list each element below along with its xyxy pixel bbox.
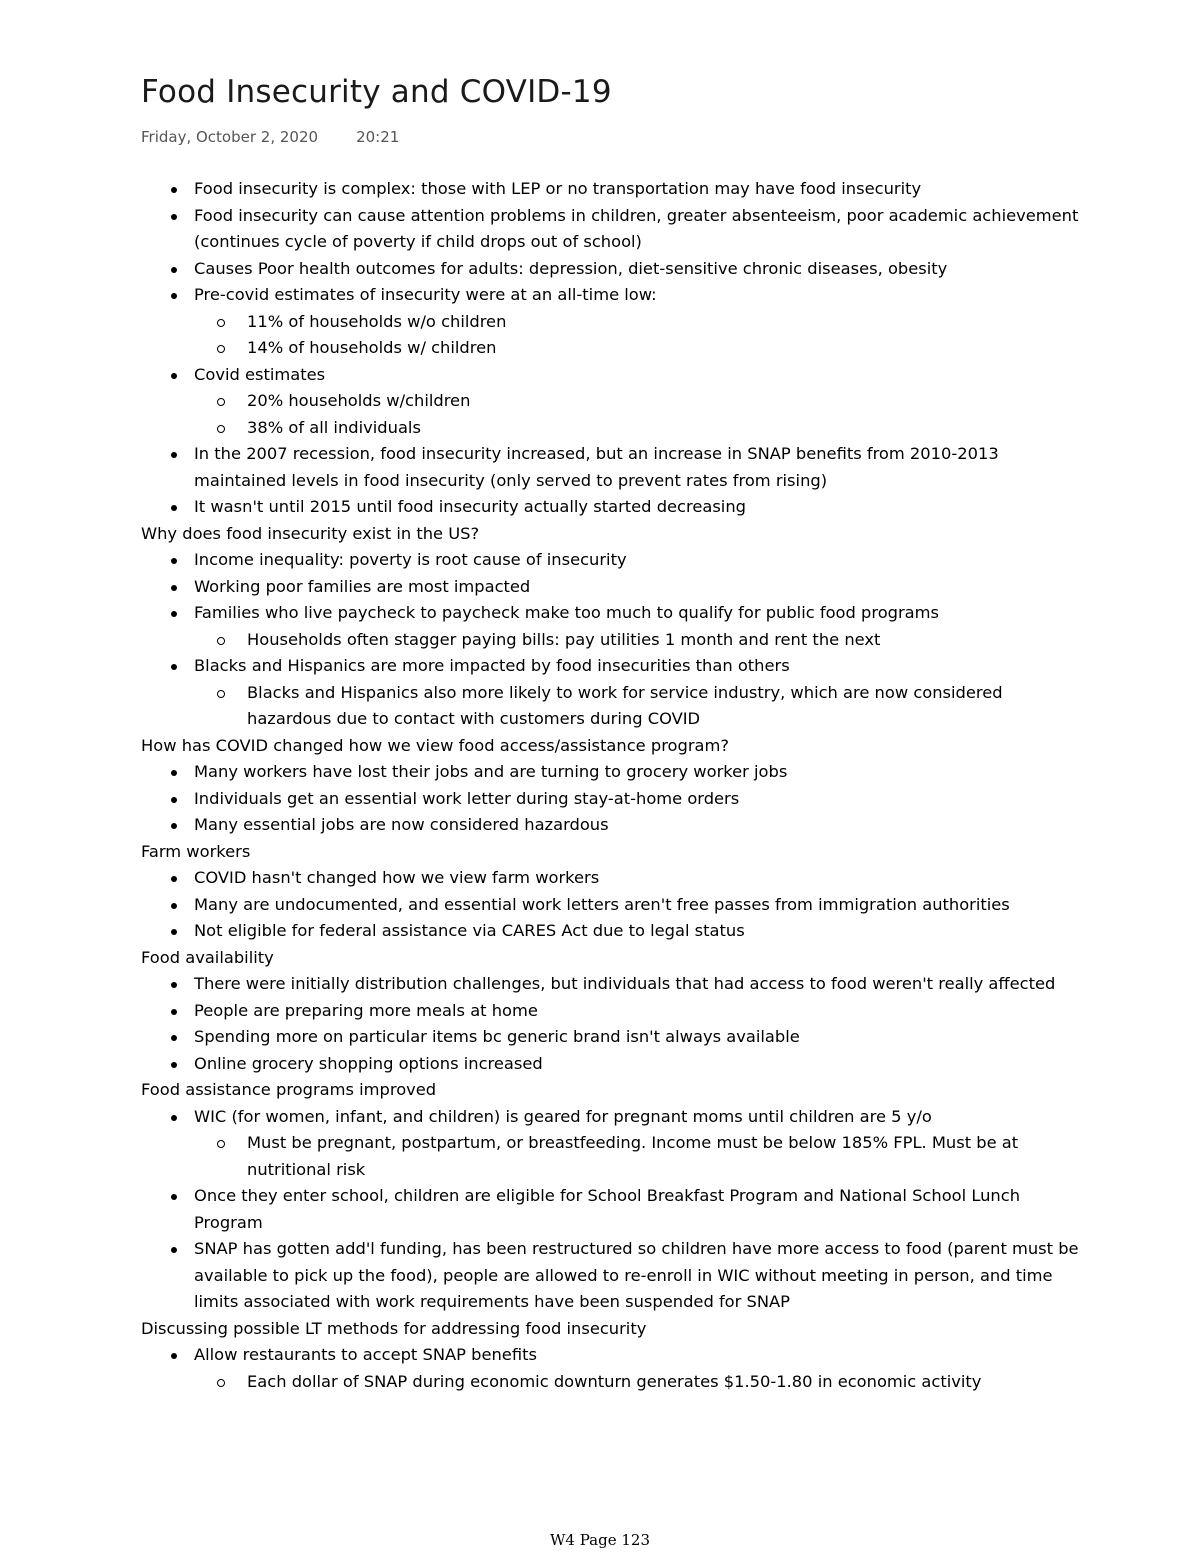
sub-bullet-item: Each dollar of SNAP during economic downturn generates $1.50-1.80 in economic activity [141,1369,1081,1396]
page-time: 20:21 [356,128,400,146]
bullet-item: Families who live paycheck to paycheck make too much to qualify for public food programs [141,600,1081,627]
section-heading: How has COVID changed how we view food access/assistance program? [141,735,729,755]
sub-bullet-item: 14% of households w/ children [141,335,1081,362]
bullet-item: Food insecurity is complex: those with LEP or no transportation may have food insecurity [141,176,1081,203]
sub-bullet-item: Households often stagger paying bills: pay utilities 1 month and rent the next [141,627,1081,654]
bullet-item: Online grocery shopping options increased [141,1051,1081,1078]
sub-bullet-item: 11% of households w/o children [141,309,1081,336]
bullet-item: Individuals get an essential work letter during stay-at-home orders [141,786,1081,813]
bullet-item: Working poor families are most impacted [141,574,1081,601]
bullet-item: People are preparing more meals at home [141,998,1081,1025]
page-title: Food Insecurity and COVID-19 [141,74,612,110]
bullet-item: Not eligible for federal assistance via CARES Act due to legal status [141,918,1081,945]
bullet-item: Spending more on particular items bc generic brand isn't always available [141,1024,1081,1051]
notes-body [141,176,1081,1395]
bullet-item: Income inequality: poverty is root cause of insecurity [141,547,1081,574]
bullet-item: WIC (for women, infant, and children) is geared for pregnant moms until children are 5 y/o [141,1104,1081,1131]
bullet-item: SNAP has gotten add'l funding, has been restructured so children have more access to food (parent must be available to pick up the food), people are allowed to re-enroll in WIC without meeting in person, and time limits associated with work requirements have been suspended for SNAP [141,1236,1081,1316]
bullet-item: Covid estimates [141,362,1081,389]
section-heading: Farm workers [141,841,251,861]
section-heading: Food assistance programs improved [141,1080,437,1099]
sub-bullet-item: Must be pregnant, postpartum, or breastfeeding. Income must be below 185% FPL. Must be at nutritional risk [141,1130,1081,1183]
section-heading: Food availability [141,947,274,967]
section-heading: Discussing possible LT methods for addressing food insecurity [141,1318,647,1338]
bullet-item: It wasn't until 2015 until food insecurity actually started decreasing [141,494,1081,521]
sub-bullet-item: Blacks and Hispanics also more likely to work for service industry, which are now considered hazardous due to contact with customers during COVID [141,680,1081,733]
page-date: Friday, October 2, 2020 [141,128,319,146]
bullet-item: Once they enter school, children are eligible for School Breakfast Program and National School Lunch Program [141,1183,1081,1236]
page-footer: W4 Page 123 [550,1531,650,1549]
bullet-item: Pre-covid estimates of insecurity were at an all-time low: [141,282,1081,309]
bullet-item: Causes Poor health outcomes for adults: depression, diet-sensitive chronic diseases, obesity [141,256,1081,283]
bullet-item: Food insecurity can cause attention problems in children, greater absenteeism, poor academic achievement (continues cycle of poverty if child drops out of school) [141,203,1081,256]
bullet-item: Allow restaurants to accept SNAP benefits [141,1342,1081,1369]
bullet-item: COVID hasn't changed how we view farm workers [141,865,1081,892]
bullet-item: There were initially distribution challenges, but individuals that had access to food weren't really affected [141,971,1081,998]
bullet-item: Many are undocumented, and essential work letters aren't free passes from immigration authorities [141,892,1081,919]
bullet-item: Many workers have lost their jobs and are turning to grocery worker jobs [141,759,1081,786]
section-heading: Why does food insecurity exist in the US? [141,523,480,543]
bullet-item: In the 2007 recession, food insecurity increased, but an increase in SNAP benefits from 2010-2013 maintained levels in food insecurity (only served to prevent rates from rising) [141,441,1081,494]
page-meta [141,128,399,146]
bullet-item: Blacks and Hispanics are more impacted by food insecurities than others [141,653,1081,680]
bullet-item: Many essential jobs are now considered hazardous [141,812,1081,839]
sub-bullet-item: 38% of all individuals [141,415,1081,442]
sub-bullet-item: 20% households w/children [141,388,1081,415]
